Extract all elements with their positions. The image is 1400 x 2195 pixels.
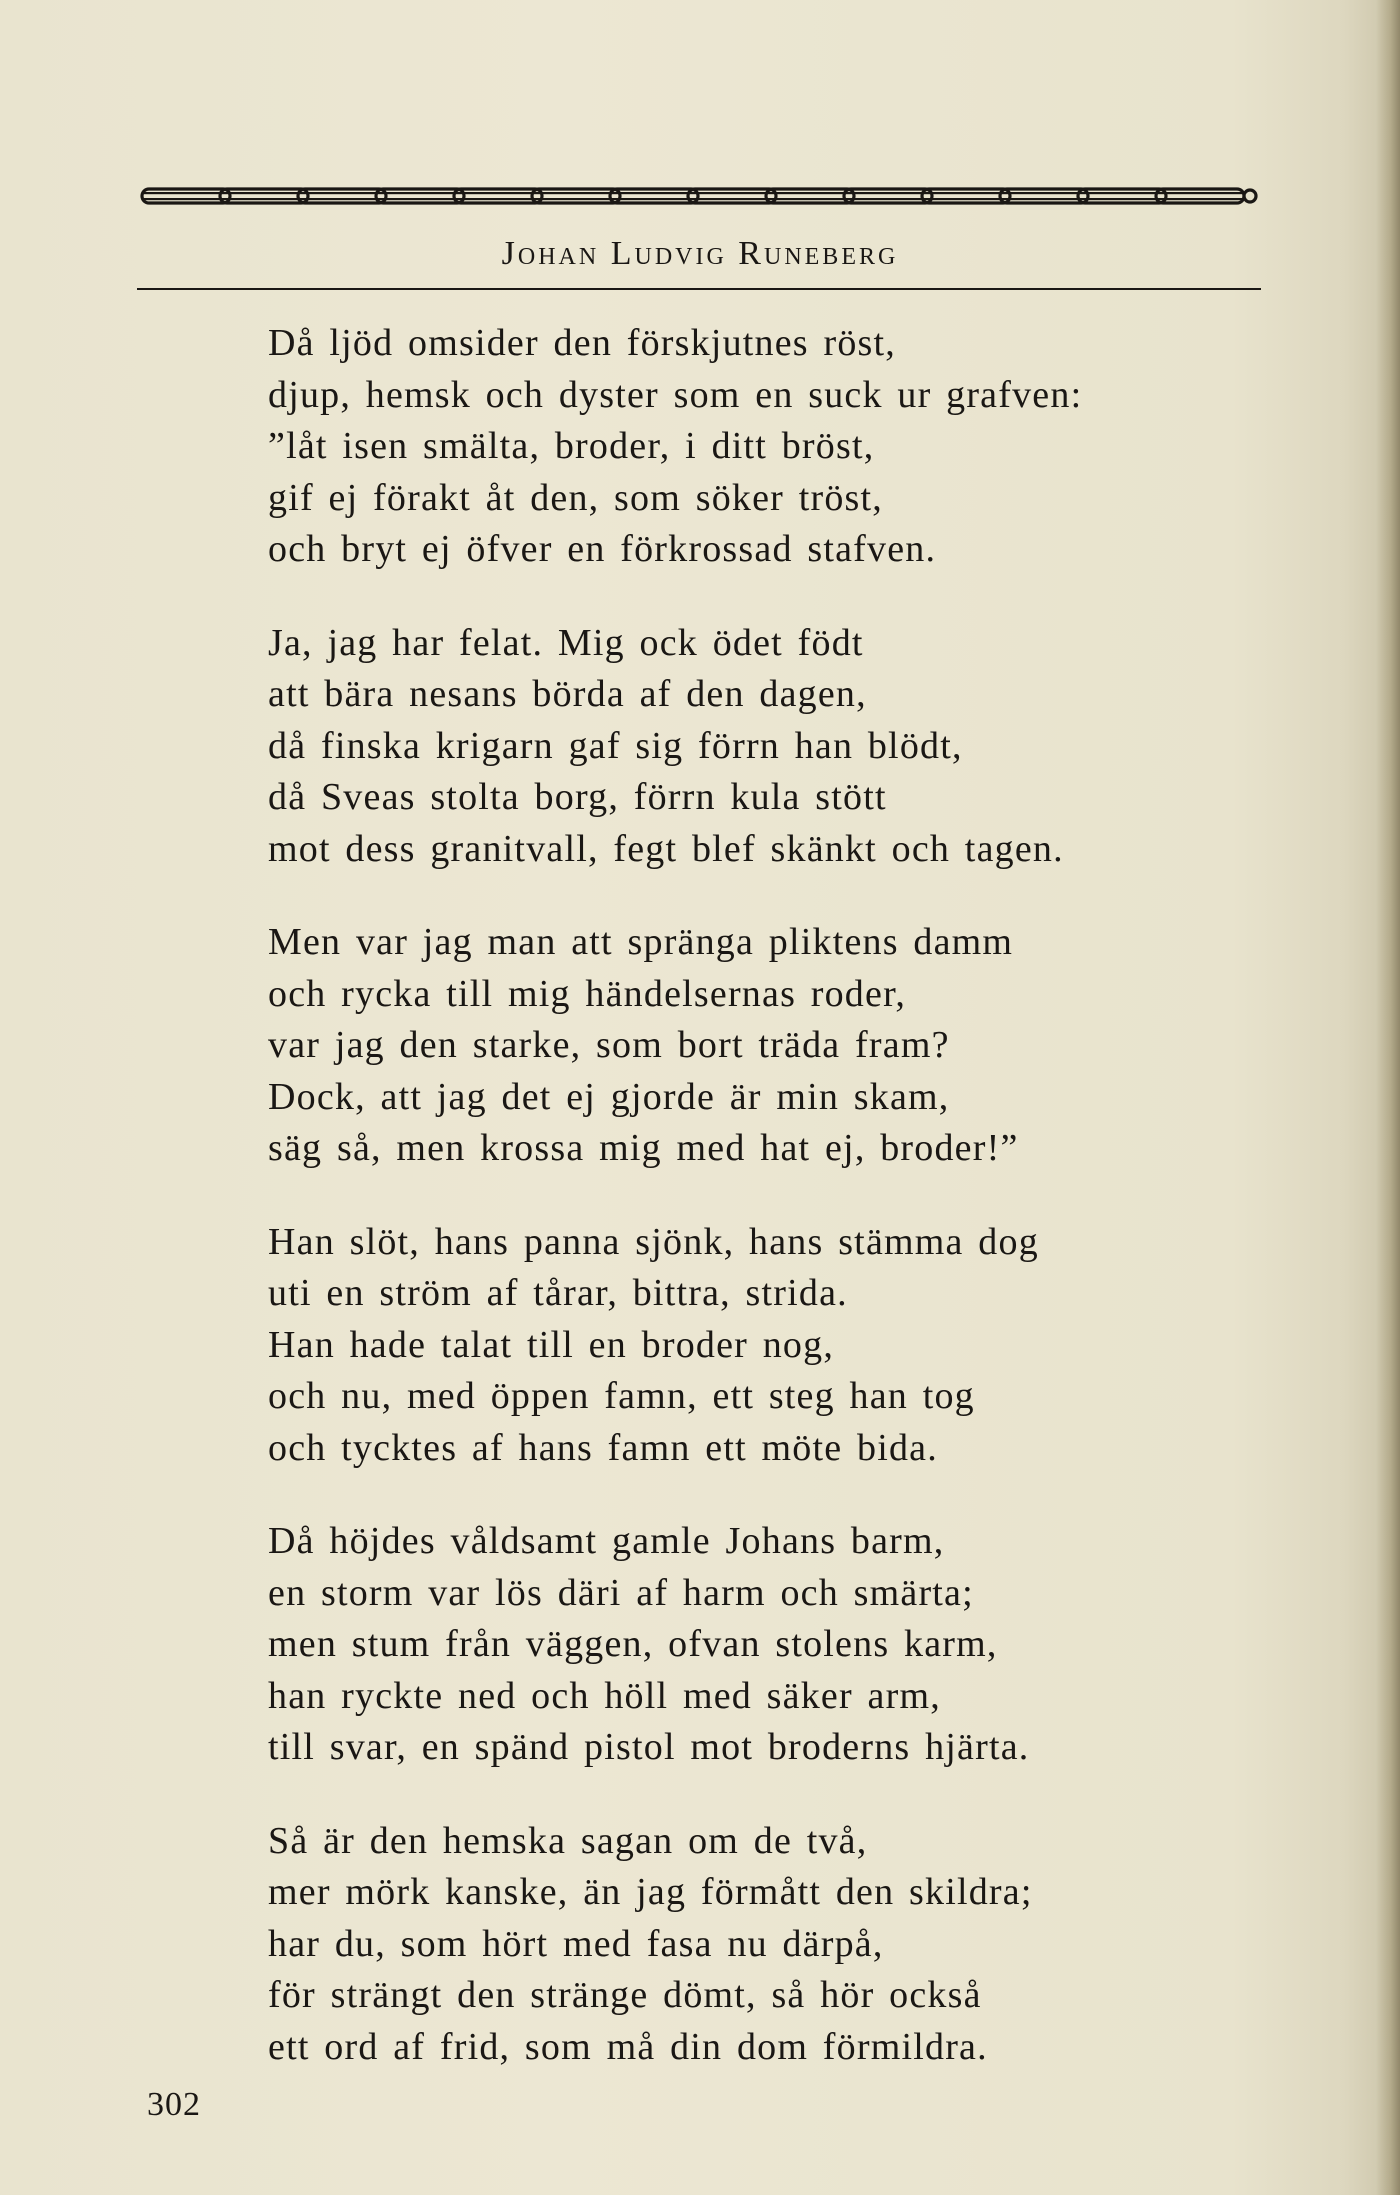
stanza — [268, 1816, 1268, 2074]
poem-line: Så är den hemska sagan om de två, — [268, 1819, 868, 1862]
poem-line: Ja, jag har felat. Mig ock ödet födt — [268, 621, 864, 664]
poem-line: djup, hemsk och dyster som en suck ur grafven: — [268, 373, 1083, 416]
poem-line: att bära nesans börda af den dagen, — [268, 673, 867, 715]
stanza — [268, 1217, 1268, 1475]
poem-line: ett ord af frid, som må din dom förmildra. — [268, 2025, 988, 2068]
poem-line: mot dess granitvall, fegt blef skänkt och tagen. — [268, 827, 1064, 870]
poem-line: har du, som hört med fasa nu därpå, — [268, 1922, 884, 1965]
poem-line: och tycktes af hans famn ett möte bida. — [268, 1426, 938, 1469]
poem-line: till svar, en spänd pistol mot broderns hjärta. — [268, 1726, 1030, 1768]
chain-ornament-border — [140, 182, 1260, 210]
poem-line: Då ljöd omsider den förskjutnes röst, — [268, 322, 896, 364]
poem-line: Då höjdes våldsamt gamle Johans barm, — [268, 1520, 945, 1562]
poem-line: ”låt isen smälta, broder, i ditt bröst, — [268, 425, 875, 467]
poem-line: gif ej förakt åt den, som söker tröst, — [268, 476, 883, 519]
page-edge-shadow — [1376, 0, 1400, 2195]
stanza — [268, 618, 1268, 876]
stanza — [268, 1516, 1268, 1774]
poem-line: då Sveas stolta borg, förrn kula stött — [268, 776, 887, 818]
running-head: Johan Ludvig Runeberg — [501, 235, 899, 272]
poem-line: Han slöt, hans panna sjönk, hans stämma dog — [268, 1220, 1039, 1263]
poem-line: en storm var lös däri af harm och smärta; — [268, 1571, 974, 1614]
poem-line: Men var jag man att spränga pliktens damm — [268, 921, 1014, 963]
poem-line: och nu, med öppen famn, ett steg han tog — [268, 1375, 975, 1417]
stanza — [268, 917, 1268, 1175]
poem-line: och bryt ej öfver en förkrossad stafven. — [268, 528, 937, 570]
poem-line: Dock, att jag det ej gjorde är min skam, — [268, 1075, 950, 1118]
poem-line: för strängt den stränge dömt, så hör också — [268, 1974, 982, 2016]
poem-line: då finska krigarn gaf sig förrn han blödt, — [268, 724, 963, 767]
stanza — [268, 318, 1268, 576]
poem-body — [268, 318, 1268, 2115]
poem-line: Han hade talat till en broder nog, — [268, 1323, 835, 1366]
poem-line: och rycka till mig händelsernas roder, — [268, 972, 907, 1015]
page-number: 302 — [147, 2086, 201, 2123]
poem-line: uti en ström af tårar, bittra, strida. — [268, 1272, 848, 1314]
poem-line: men stum från väggen, ofvan stolens karm, — [268, 1623, 998, 1665]
poem-line: säg så, men krossa mig med hat ej, broder!” — [268, 1127, 1019, 1169]
poem-line: mer mörk kanske, än jag förmått den skildra; — [268, 1871, 1033, 1913]
header-rule — [137, 288, 1261, 290]
poem-line: var jag den starke, som bort träda fram? — [268, 1024, 950, 1066]
poem-line: han ryckte ned och höll med säker arm, — [268, 1674, 941, 1717]
